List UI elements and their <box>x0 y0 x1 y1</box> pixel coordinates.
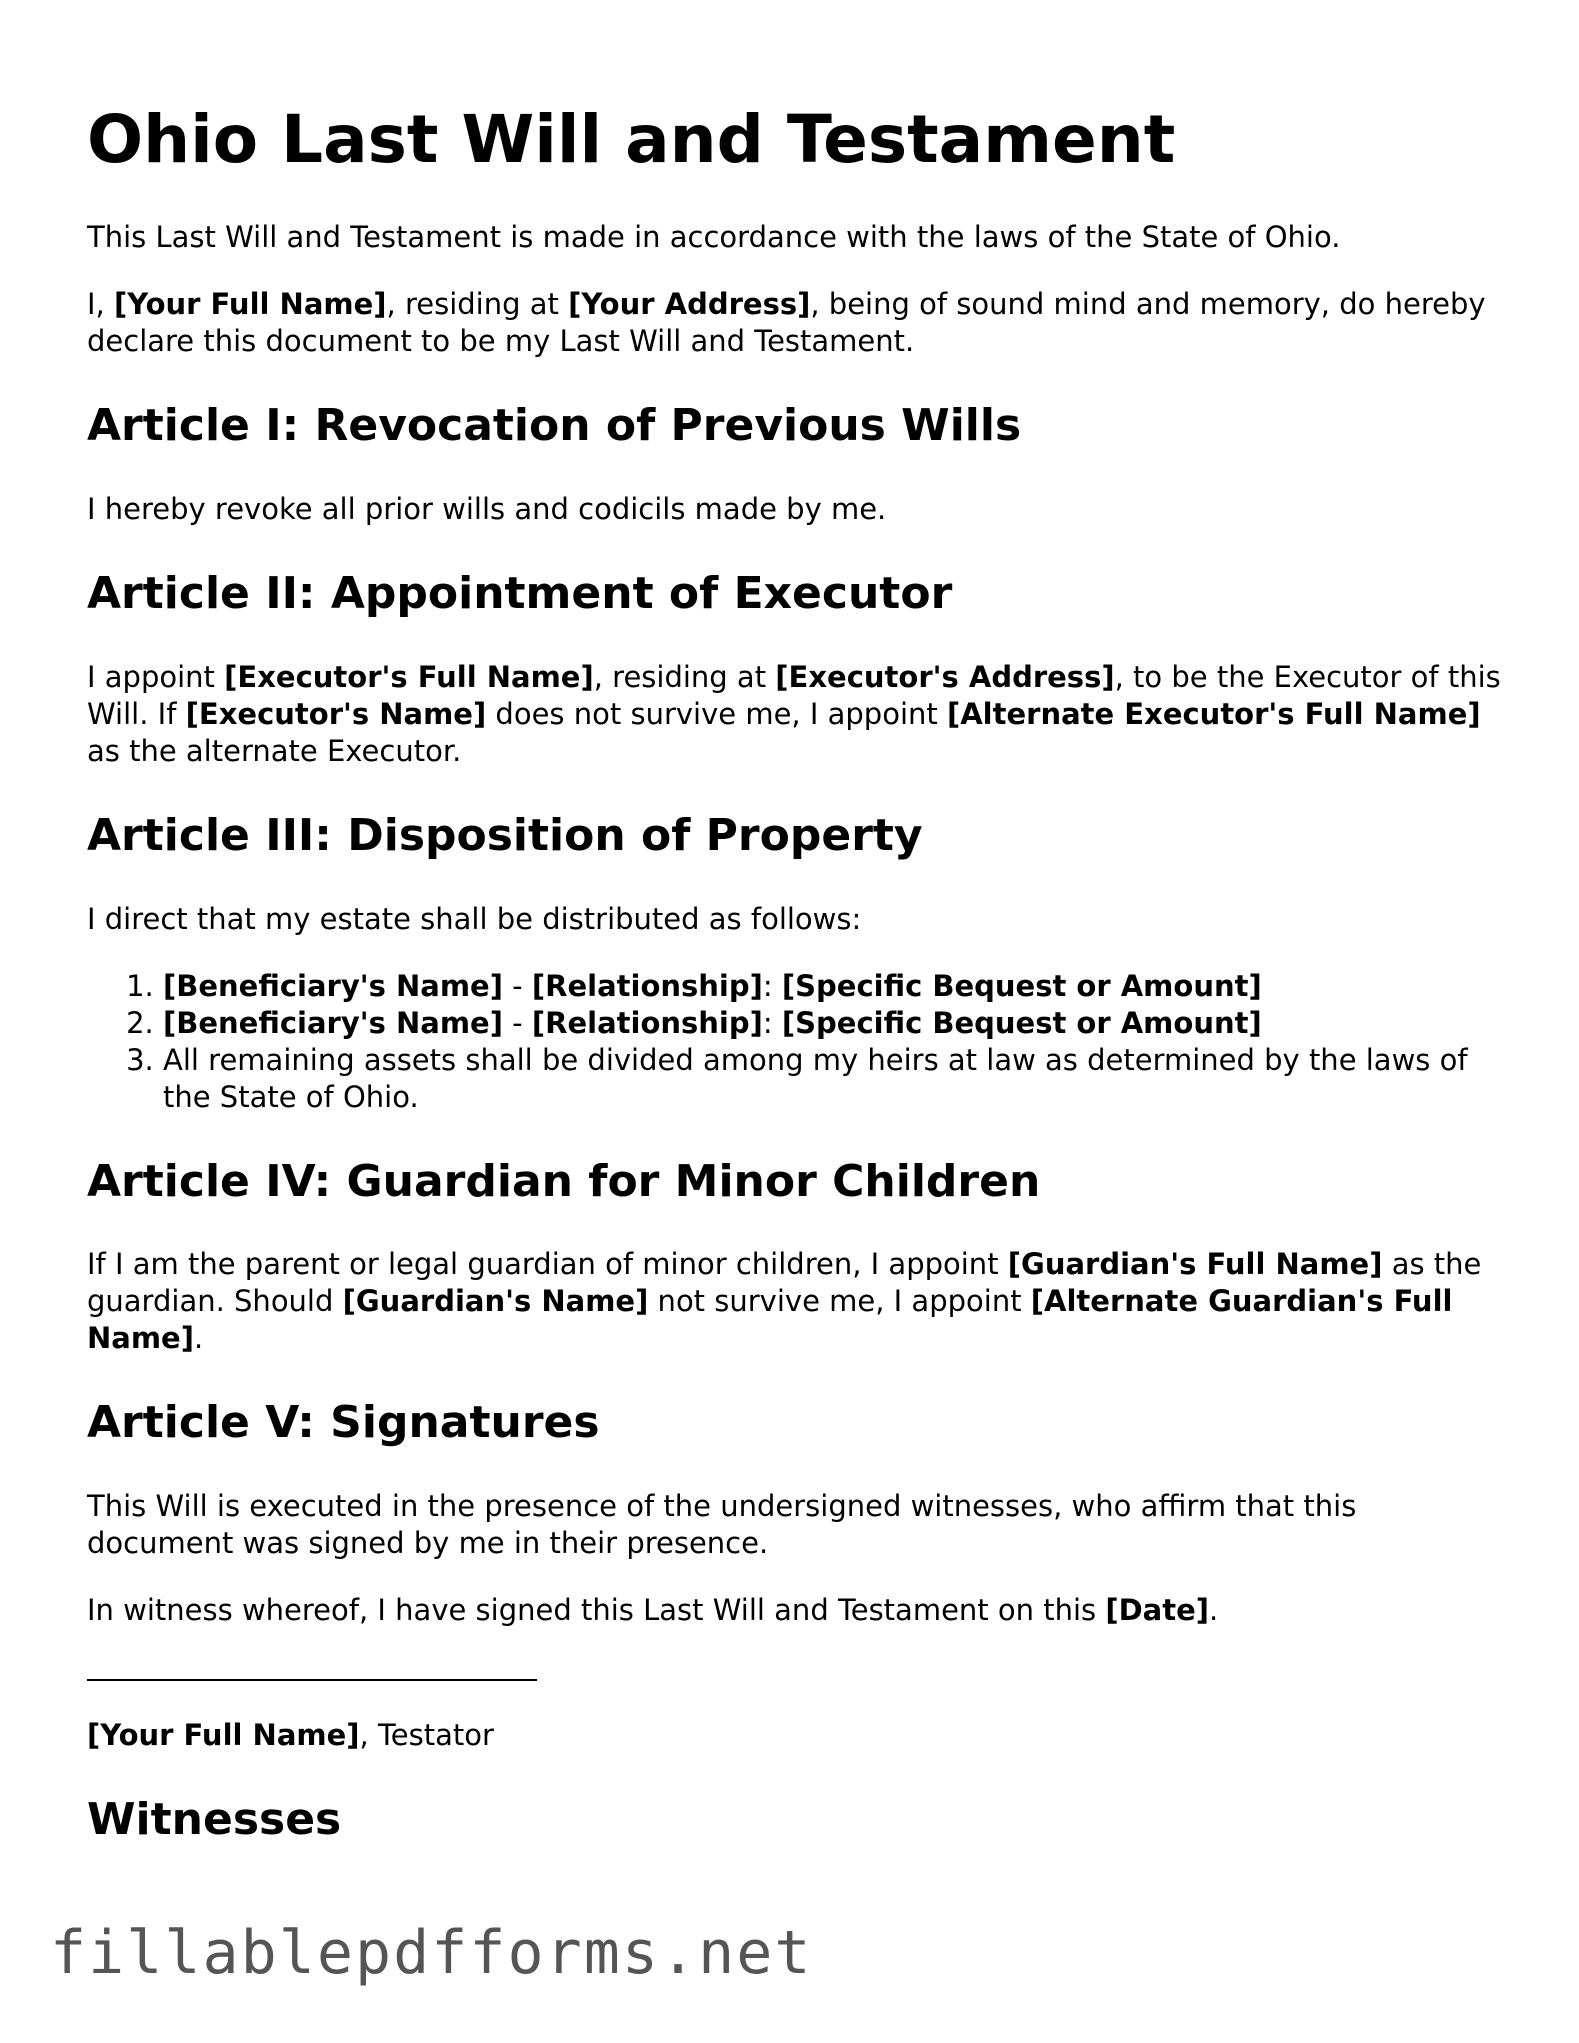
declaration-paragraph <box>87 286 1507 360</box>
alternate-executor-field: [Alternate Executor's Full Name] <box>946 696 1481 731</box>
beneficiary-name-field: [Beneficiary's Name] <box>163 1005 503 1040</box>
declaration-text: , being of sound mind and memory, do hereby declare this document to be my Last Will and Testament. <box>87 287 1486 359</box>
article-1-heading: Article I: Revocation of Previous Wills <box>87 400 1022 452</box>
testator-name-field: [Your Full Name] <box>114 287 387 322</box>
signature-caption <box>87 1717 1507 1754</box>
executor-full-name-field: [Executor's Full Name] <box>224 659 594 694</box>
date-field: [Date] <box>1105 1593 1210 1628</box>
article-3-text: I direct that my estate shall be distributed as follows: <box>87 901 862 936</box>
witness-segment: In witness whereof, I have signed this Last Will and Testament on this <box>87 1593 1106 1628</box>
distribution-list <box>87 968 1507 1116</box>
article-4-segment: If I am the parent or legal guardian of minor children, I appoint <box>87 1247 1008 1282</box>
signature-line[interactable] <box>87 1679 537 1681</box>
signer-role: , Testator <box>359 1718 494 1753</box>
bequest-field: [Specific Bequest or Amount] <box>781 968 1262 1003</box>
article-2-segment: does not survive me, I appoint <box>486 696 947 731</box>
beneficiary-name-field: [Beneficiary's Name] <box>163 968 503 1003</box>
guardian-full-name-field: [Guardian's Full Name] <box>1007 1247 1383 1282</box>
separator: - <box>502 968 532 1003</box>
article-4-segment: as the guardian. Should <box>87 1247 1482 1319</box>
article-4-segment: not survive me, I appoint <box>648 1284 1031 1319</box>
relationship-field: [Relationship] <box>531 1005 763 1040</box>
article-2-segment: , to be the Executor of this Will. If <box>87 659 1501 731</box>
article-2-segment: I appoint <box>87 659 225 694</box>
article-4-text <box>87 1246 1507 1357</box>
executor-name-field: [Executor's Name] <box>185 696 487 731</box>
document-page <box>87 100 1507 1885</box>
list-item <box>163 968 1507 1005</box>
witnesses-heading: Witnesses <box>87 1794 342 1846</box>
article-2-heading: Article II: Appointment of Executor <box>87 567 953 619</box>
list-item: 3. All remaining assets shall be divided among my heirs at law as determined by the laws of the State of Ohio. <box>163 1042 1507 1116</box>
article-2-segment: as the alternate Executor. <box>87 733 462 768</box>
article-2-text <box>87 659 1507 770</box>
article-4-segment: . <box>193 1321 204 1356</box>
watermark-logo: fillablepdfforms.net <box>50 1918 813 1988</box>
article-5-heading: Article V: Signatures <box>87 1397 600 1449</box>
separator: - <box>502 1005 532 1040</box>
separator: : <box>762 968 782 1003</box>
testator-address-field: [Your Address] <box>568 287 811 322</box>
declaration-text: , residing at <box>386 287 569 322</box>
article-1-text: I hereby revoke all prior wills and codicils made by me. <box>87 491 887 526</box>
signer-name-field: [Your Full Name] <box>87 1718 360 1753</box>
alternate-guardian-field: [Alternate Guardian's Full Name] <box>87 1284 1453 1356</box>
declaration-text: I, <box>87 287 114 322</box>
relationship-field: [Relationship] <box>531 968 763 1003</box>
witness-segment: . <box>1209 1593 1219 1628</box>
article-4-heading: Article IV: Guardian for Minor Children <box>87 1155 1041 1207</box>
separator: : <box>762 1005 782 1040</box>
executor-address-field: [Executor's Address] <box>775 659 1115 694</box>
article-3-heading: Article III: Disposition of Property <box>87 809 923 861</box>
document-title: Ohio Last Will and Testament <box>87 101 1176 178</box>
list-item <box>163 1005 1507 1042</box>
guardian-name-field: [Guardian's Name] <box>342 1284 649 1319</box>
article-2-segment: , residing at <box>593 659 776 694</box>
witness-whereof-text <box>87 1592 1507 1629</box>
article-5-text: This Will is executed in the presence of the undersigned witnesses, who affirm that this document was signed by me in their presence. <box>87 1489 1357 1561</box>
bequest-field: [Specific Bequest or Amount] <box>781 1005 1262 1040</box>
intro-paragraph: This Last Will and Testament is made in accordance with the laws of the State of Ohio. <box>87 220 1341 255</box>
